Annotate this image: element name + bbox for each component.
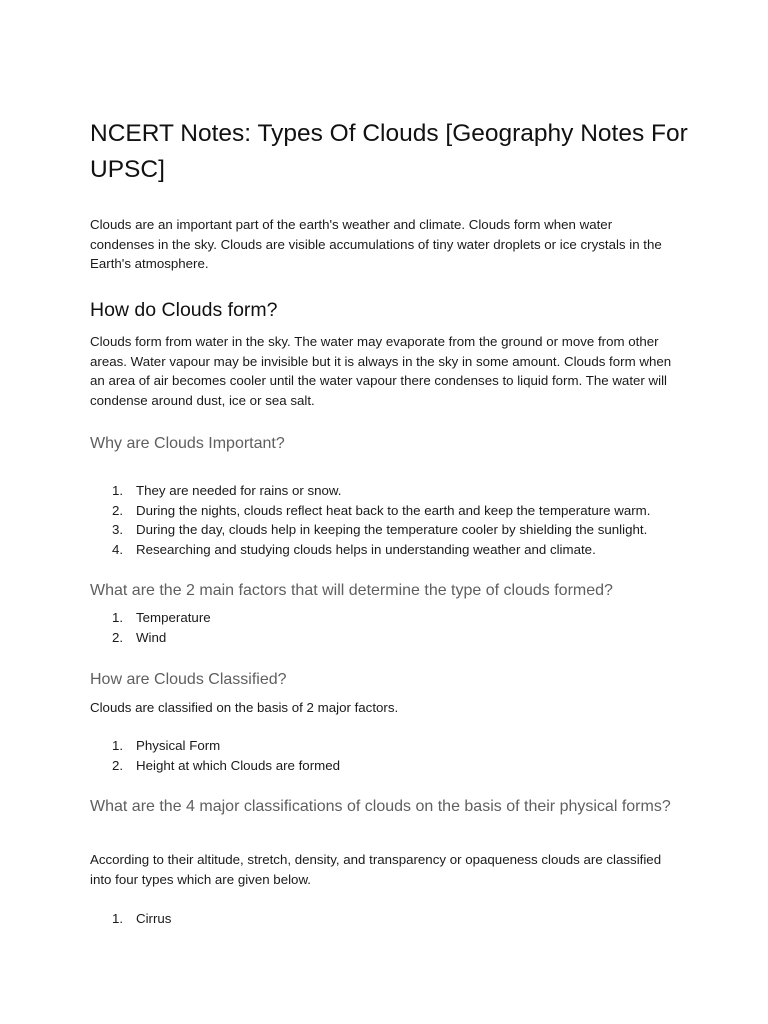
- list-why-important: [90, 481, 690, 559]
- paragraph-clouds-form: Clouds form from water in the sky. The water may evaporate from the ground or move from other areas. Water vapour may be invisible but it is always in the sky in some amount. Clouds form when an area of air becomes cooler until the water vapour there condenses to liquid form. The water will condense around dust, ice or sea salt.: [90, 334, 672, 408]
- list-item-text: Wind: [136, 629, 167, 645]
- heading-why-clouds-important: Why are Clouds Important?: [90, 435, 285, 452]
- list-number: 1.: [112, 738, 124, 753]
- list-item: [90, 628, 690, 648]
- intro-paragraph: Clouds are an important part of the earth's weather and climate. Clouds form when water condenses in the sky. Clouds are visible accumulations of tiny water droplets or ice crystals in the Earth's atmosphere.: [90, 217, 662, 271]
- list-number: 1.: [112, 911, 124, 926]
- list-classified: [90, 736, 690, 775]
- list-number: 1.: [112, 610, 124, 625]
- list-number: 3.: [112, 522, 124, 537]
- list-number: 1.: [112, 483, 124, 498]
- list-item: [90, 909, 690, 929]
- list-item-text: During the day, clouds help in keeping the temperature cooler by shielding the sunlight.: [136, 522, 648, 537]
- list-item: [90, 501, 690, 521]
- heading-how-clouds-form: How do Clouds form?: [90, 299, 278, 321]
- list-item: [90, 481, 690, 501]
- paragraph-physical-forms: According to their altitude, stretch, density, and transparency or opaqueness clouds are classified into four types which are given below.: [90, 852, 662, 887]
- list-item: [90, 540, 690, 560]
- heading-main-factors: What are the 2 main factors that will determine the type of clouds formed?: [90, 582, 613, 599]
- list-item-text: During the nights, clouds reflect heat back to the earth and keep the temperature warm.: [136, 502, 651, 518]
- list-item: [90, 608, 690, 628]
- list-number: 2.: [112, 629, 124, 645]
- list-item-text: Height at which Clouds are formed: [136, 757, 340, 773]
- list-number: 4.: [112, 541, 124, 557]
- heading-how-classified: How are Clouds Classified?: [90, 671, 287, 688]
- list-item: [90, 756, 690, 776]
- list-item-text: Cirrus: [136, 911, 172, 926]
- list-number: 2.: [112, 757, 124, 773]
- list-item-text: Physical Form: [136, 738, 221, 753]
- paragraph-classified: Clouds are classified on the basis of 2 major factors.: [90, 700, 399, 715]
- list-physical-forms: [90, 909, 690, 929]
- list-item: [90, 736, 690, 756]
- list-item: [90, 520, 690, 540]
- heading-physical-forms: What are the 4 major classifications of clouds on the basis of their physical forms?: [90, 798, 671, 815]
- page-title: NCERT Notes: Types Of Clouds [Geography Notes For UPSC]: [90, 120, 688, 183]
- list-number: 2.: [112, 502, 124, 518]
- list-item-text: Researching and studying clouds helps in understanding weather and climate.: [136, 541, 596, 557]
- list-item-text: They are needed for rains or snow.: [136, 483, 342, 498]
- list-main-factors: [90, 608, 690, 647]
- list-item-text: Temperature: [136, 610, 211, 625]
